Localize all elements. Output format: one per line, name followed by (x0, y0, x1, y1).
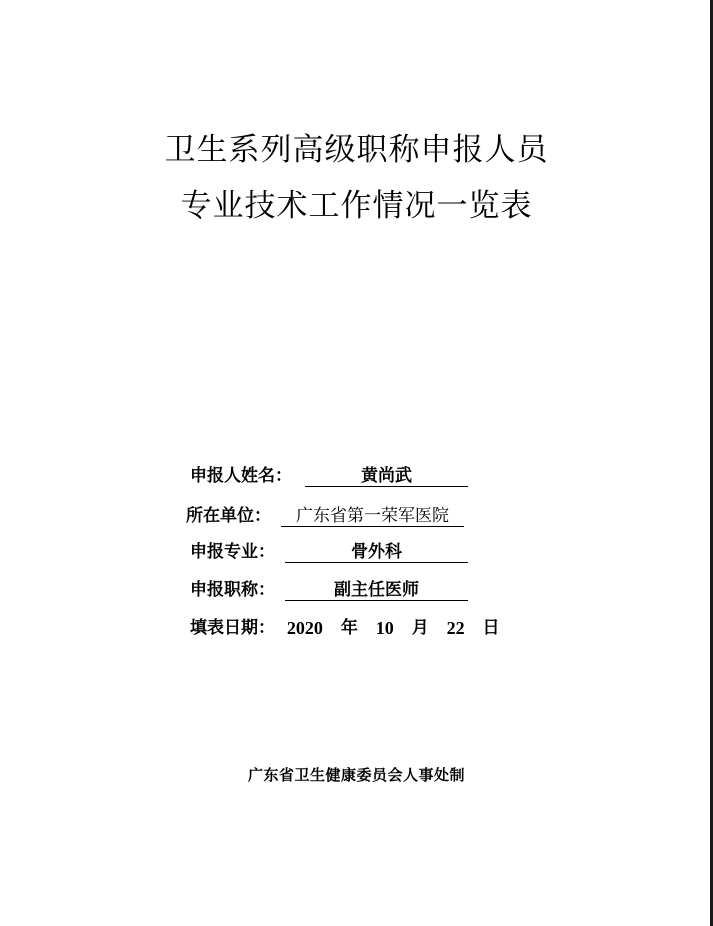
specialty-value: 骨外科 (285, 540, 468, 563)
fill-date-month-unit: 月 (411, 618, 429, 638)
specialty-label: 申报专业： (190, 542, 275, 562)
work-unit-label: 所在单位： (186, 506, 271, 526)
work-unit-row (186, 504, 449, 528)
fill-date-year: 2020 (286, 618, 323, 638)
document-title-line-2: 专业技术工作情况一览表 (180, 188, 533, 224)
fill-date-month: 10 (375, 618, 394, 638)
fill-date-day-unit: 日 (482, 618, 500, 638)
applicant-name-label: 申报人姓名： (190, 466, 292, 486)
work-unit-value: 广东省第一荣军医院 (281, 504, 464, 527)
fill-date-label: 填表日期： (190, 618, 275, 638)
fill-date-row (190, 616, 500, 640)
professional-title-label: 申报职称： (190, 580, 275, 600)
document-title-line-1: 卫生系列高级职称申报人员 (164, 132, 549, 168)
fill-date-year-unit: 年 (340, 618, 358, 638)
specialty-row (190, 540, 402, 564)
issuing-authority: 广东省卫生健康委员会人事处制 (247, 766, 465, 784)
applicant-name-value: 黄尚武 (305, 464, 468, 487)
professional-title-value: 副主任医师 (285, 578, 468, 601)
professional-title-row (190, 578, 419, 602)
fill-date-day: 22 (446, 618, 465, 638)
applicant-name-row (190, 464, 412, 488)
